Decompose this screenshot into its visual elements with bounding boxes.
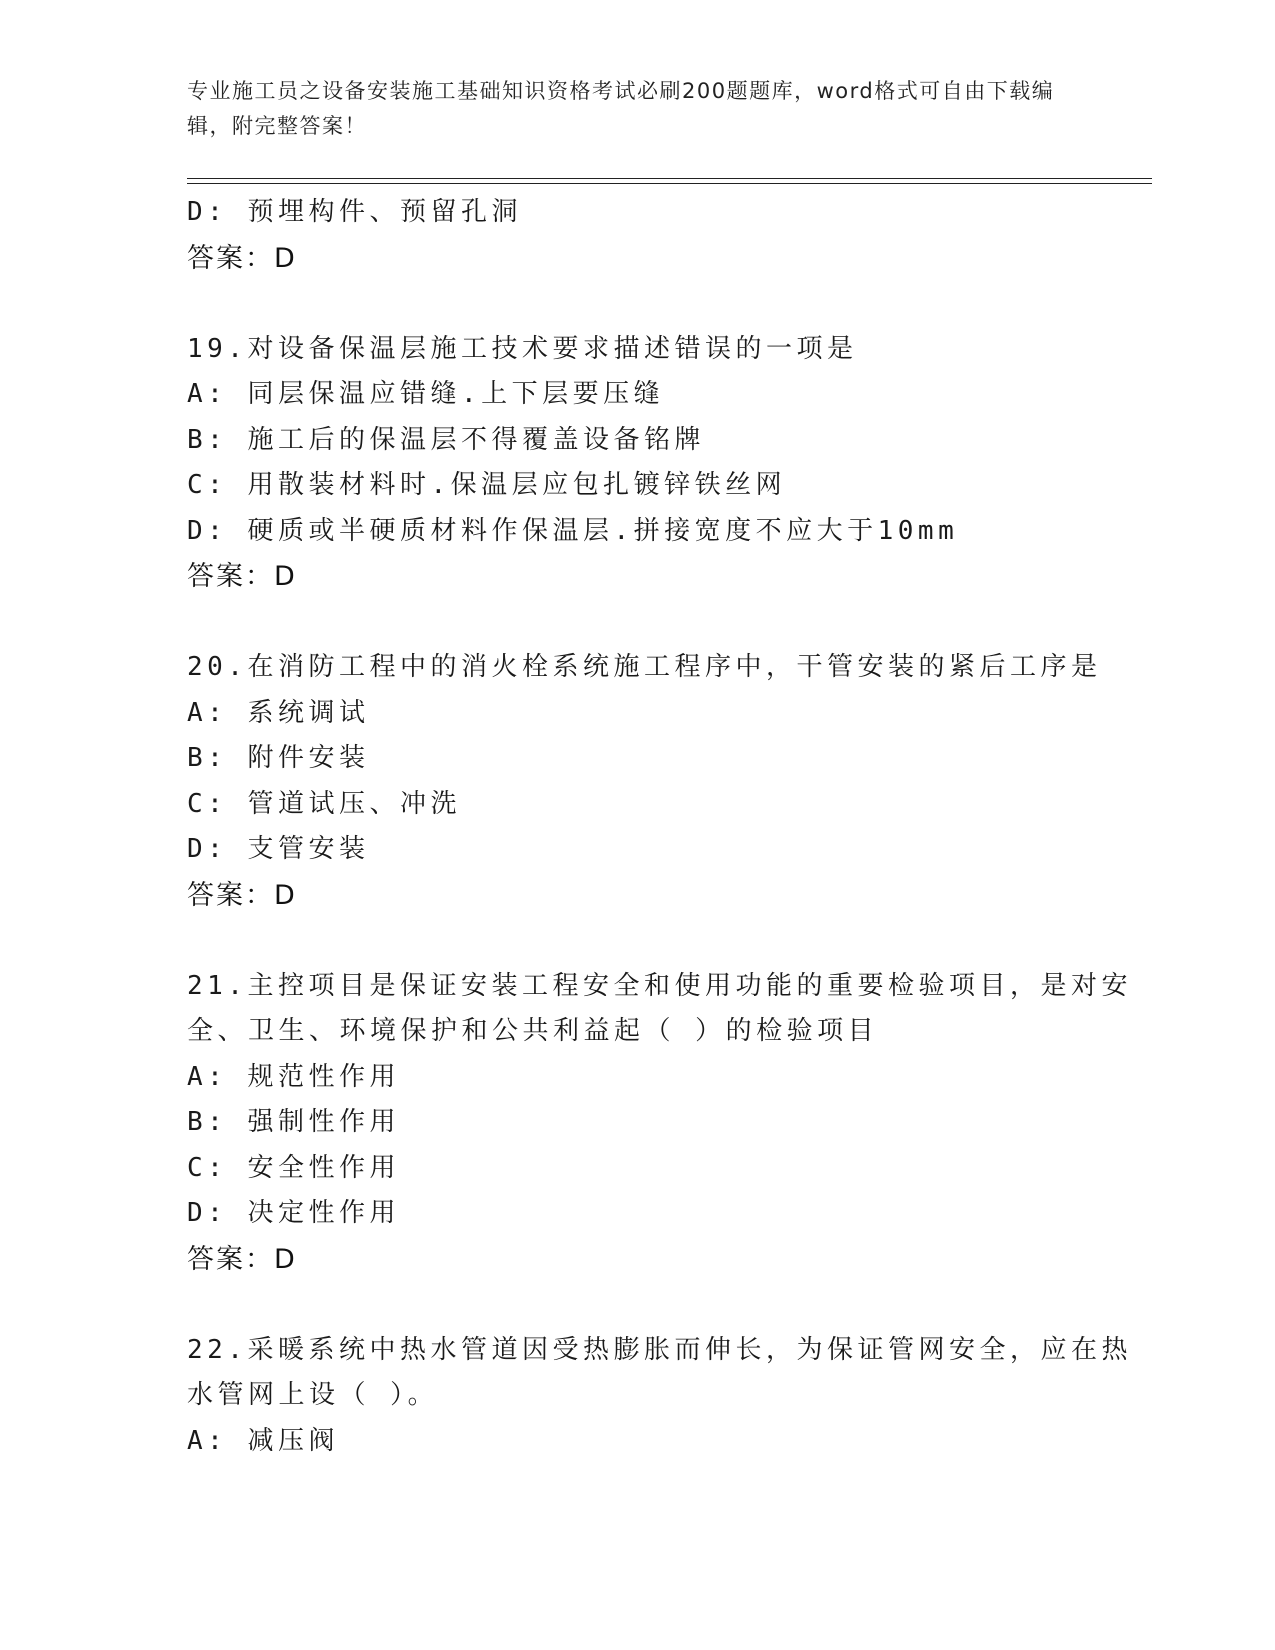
option-c: C: 用散装材料时.保温层应包扎镀锌铁丝网 (187, 470, 787, 500)
header-divider-bottom (187, 183, 1152, 184)
question-text: 20.在消防工程中的消火栓系统施工程序中，干管安装的紧后工序是 (187, 652, 1102, 682)
question-21 (187, 964, 1132, 1283)
question-text-line-1: 22.采暖系统中热水管道因受热膨胀而伸长，为保证管网安全，应在热 (187, 1334, 1132, 1365)
option-b: B: 施工后的保温层不得覆盖设备铭牌 (187, 424, 705, 455)
answer: 答案：D (187, 1243, 297, 1275)
option-d: D: 硬质或半硬质材料作保温层.拼接宽度不应大于10mm (187, 515, 959, 546)
prev-option-d: D: 预埋构件、预留孔洞 (187, 197, 522, 227)
option-a: A: 规范性作用 (187, 1061, 400, 1092)
option-a: A: 系统调试 (187, 697, 370, 728)
option-d: D: 决定性作用 (187, 1198, 400, 1228)
option-a: A: 减压阀 (187, 1425, 339, 1456)
prev-answer: 答案：D (187, 242, 297, 274)
question-text-line-2: 水管网上设（ ）。 (187, 1380, 439, 1410)
question-20 (187, 645, 1102, 918)
question-19 (187, 327, 1087, 600)
option-b: B: 强制性作用 (187, 1107, 400, 1137)
option-b: B: 附件安装 (187, 743, 370, 773)
question-22 (187, 1328, 1132, 1465)
document-body (187, 190, 1132, 1464)
header-divider-top (187, 178, 1152, 179)
option-d: D: 支管安装 (187, 834, 370, 864)
option-a: A: 同层保温应错缝.上下层要压缝 (187, 379, 665, 409)
option-c: C: 安全性作用 (187, 1152, 400, 1183)
option-c: C: 管道试压、冲洗 (187, 788, 461, 819)
question-text-line-1: 21.主控项目是保证安装工程安全和使用功能的重要检验项目，是对安 (187, 970, 1132, 1001)
question-text: 19.对设备保温层施工技术要求描述错误的一项是 (187, 333, 858, 364)
answer: 答案：D (187, 879, 297, 911)
document-header: 专业施工员之设备安装施工基础知识资格考试必刷200题题库，word格式可自由下载编辑，附完整答案！ (187, 79, 1055, 138)
answer: 答案：D (187, 561, 297, 592)
question-text-line-2: 全、卫生、环境保护和公共利益起（ ）的检验项目 (187, 1016, 879, 1046)
